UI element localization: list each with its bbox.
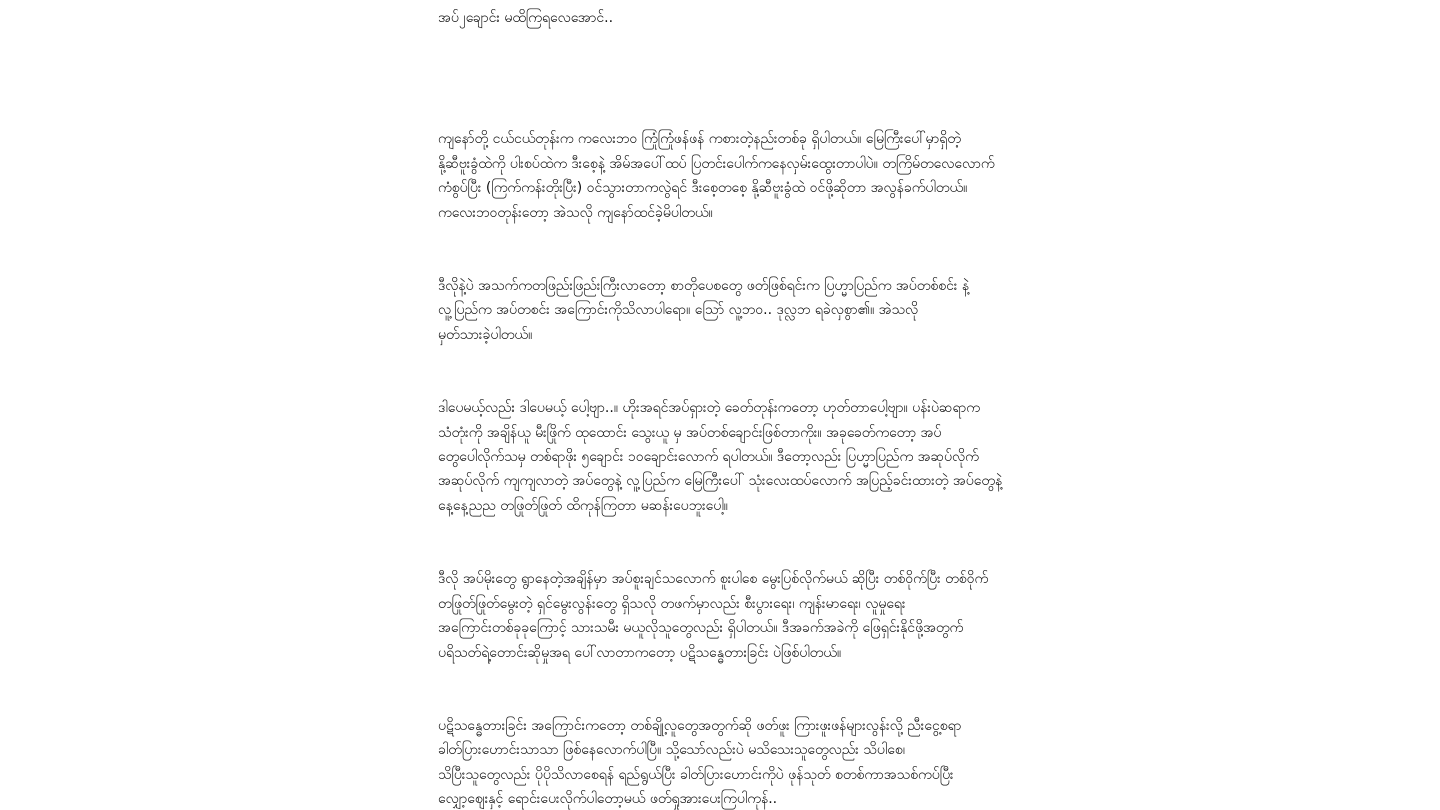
paragraph-5: ပဋိသန္ဓေတားခြင်း အကြောင်းကတော့ တစ်ချို့လူတွေအတွက်ဆို ဖတ်ဖူး ကြားဖူးဖန်များလွန်းလို့ ညီးငွေ့စရာ ခါတ်ပြားဟောင်းသာသာ ဖြစ်နေလောက်ပါပြီ။ သို့သော်လည်းပဲ မသိသေးသူတွေလည်း သိပါစေ၊ သိပြီးသူတွေလည်း ပိုပိုသိလာစေရန် ရည်ရွယ်ပြီး ခါတ်ပြားဟောင်းကိုပဲ ဖုန်သုတ် စတစ်ကာအသစ်ကပ်ပြီး လျှော့ဈေးနှင့် ရောင်းပေးလိုက်ပါတော့မယ် ဖတ်ရှုအားပေးကြပါကုန်.. xyxy=(438,717,962,808)
article-heading: အပ်၂ချောင်း မထိကြရလေအောင်.. xyxy=(438,10,614,26)
paragraph-4: ဒီလို အပ်မိုးတွေ ရွာနေတဲ့အချိန်မှာ အပ်စူးချင်သလောက် စူးပါစေ မွေးပြစ်လိုက်မယ် ဆိုပြီး တစ်ဝိုက်ပြီး တစ်ဝိုက် တဖြုတ်ဖြုတ်မွေးတဲ့ ရှင်မွေးလွန်းတွေ ရှိသလို တဖက်မှာလည်း စီးပွားရေး၊ ကျန်းမာရေး၊ လူမှုရေး အကြောင်းတစ်ခုခုကြောင့် သားသမီး မယူလိုသူတွေလည်း ရှိပါတယ်။ ဒီအခက်အခဲကို ဖြေရှင်းနိုင်ဖို့အတွက် ပရိသတ်ရဲ့တောင်းဆိုမှုအရ ပေါ်လာတာကတော့ ပဋိသန္ဓေတားခြင်း ပဲဖြစ်ပါတယ်။ xyxy=(438,571,989,661)
paragraph-3: ဒါပေမယ့်လည်း ဒါပေမယ့် ပေါ့ဗျာ..။ ဟိုးအရင်အပ်ရှားတဲ့ ခေတ်တုန်းကတော့ ဟုတ်တာပေါ့ဗျာ။ ပန်းပဲဆရာက သံတုံးကို အချိန်ယူ မီးဖြိုက် ထုထောင်း သွေးယူ မှ အပ်တစ်ချောင်းဖြစ်တာကိုး။ အခုခေတ်ကတော့ အပ် တွေပေါလိုက်သမှ တစ်ရာဖိုး ၅ချောင်း ၁၀ချောင်းလောက် ရပါတယ်။ ဒီတော့လည်း ပြဟ္မာပြည်က အဆုပ်လိုက် အဆုပ်လိုက် ကျကျလာတဲ့ အပ်တွေနဲ့ လူ့ပြည်က မြေကြီးပေါ် သုံးလေးထပ်လောက် အပြည့်ခင်းထားတဲ့ အပ်တွေနဲ့ နေ့နေ့ညည တဖြုတ်ဖြုတ် ထိကုန်ကြတာ မဆန်းပေဘူးပေါ့။ xyxy=(438,400,1003,514)
article-body xyxy=(438,6,1018,810)
paragraph-2: ဒီလိုနဲ့ပဲ အသက်ကတဖြည်းဖြည်းကြီးလာတော့ စာတိုပေစတွေ ဖတ်ဖြစ်ရင်းက ပြဟ္မာပြည်က အပ်တစ်စင်း နဲ့ လူ့ပြည်က အပ်တစင်း အကြောင်းကိုသိလာပါရော။ သြော် လူ့ဘဝ.. ဒုလ္လဘ ရခဲလှစွာ၏။ အဲသလို မှတ်သားခဲ့ပါတယ်။ xyxy=(438,278,970,343)
paragraph-1: ကျနော်တို့ ငယ်ငယ်တုန်းက ကလေးဘဝ ကြုံကြုံဖန်ဖန် ကစားတဲ့နည်းတစ်ခု ရှိပါတယ်။ မြေကြီးပေါ်မှာရှိတဲ့ နို့ဆီဗူးခွံထဲကို ပါးစပ်ထဲက ဒီးစေ့နဲ့ အိမ်အပေါ်ထပ် ပြတင်းပေါက်ကနေလှမ်းထွေးတာပါပဲ။ တကြိမ်တလေလောက် ကံစွပ်ပြီး (ကြက်ကန်းတိုးပြီး) ဝင်သွားတာကလွဲရင် ဒီးစေ့တစေ့ နို့ဆီဗူးခွံထဲ ဝင်ဖို့ဆိုတာ အလွန်ခက်ပါတယ်။ ကလေးဘဝတုန်းတော့ အဲသလို ကျနော်ထင်ခဲ့မိပါတယ်။ xyxy=(438,131,995,221)
